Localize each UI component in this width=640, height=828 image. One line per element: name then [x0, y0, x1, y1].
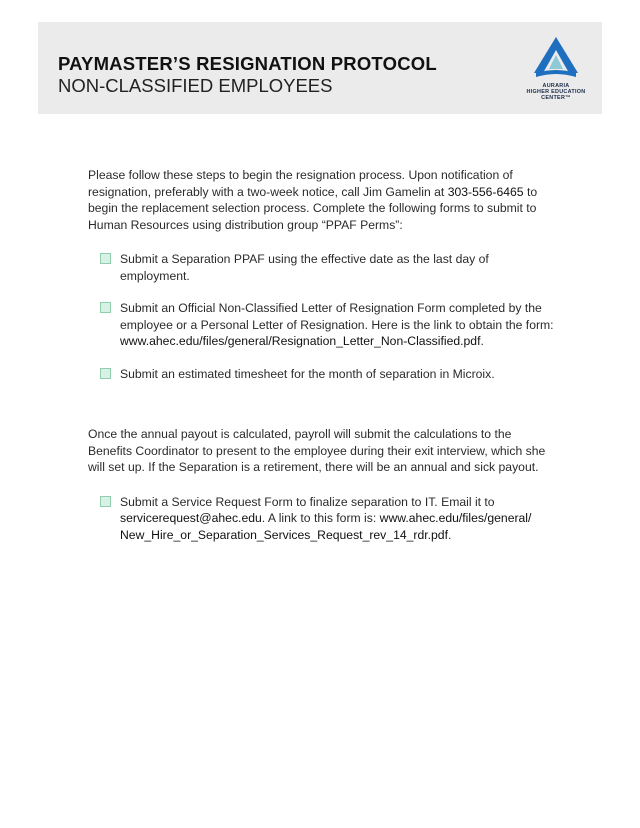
- list-item: [88, 251, 558, 284]
- document-body: [88, 167, 558, 559]
- intro-paragraph: [88, 167, 558, 233]
- payout-paragraph: Once the annual payout is calculated, payroll will submit the calculations to the Benefits Coordinator to present to the employee during their exit interview, which she will set up. If the Separation is a retirement, there will be an annual and sick payout.: [88, 427, 546, 474]
- step-suffix: .: [480, 334, 484, 348]
- list-item: [88, 494, 558, 544]
- checkbox-icon[interactable]: [100, 368, 111, 379]
- service-request-form-link[interactable]: www.ahec.edu/files/general/New_Hire_or_Separation_Services_Request_rev_14_rdr.pdf: [120, 511, 532, 542]
- intro-text-1: Please follow these steps to begin the resignation process. Upon notification of resignation, preferably with a two-week notice, call Jim Gamelin at: [88, 168, 513, 199]
- page-subtitle: NON-CLASSIFIED EMPLOYEES: [58, 75, 333, 96]
- service-request-email-link[interactable]: servicerequest@ahec.edu: [120, 511, 262, 525]
- logo-text-line3: CENTER™: [541, 95, 571, 101]
- auraria-logo-icon: [530, 35, 582, 81]
- resignation-form-link[interactable]: www.ahec.edu/files/general/Resignation_Letter_Non-Classified.pdf: [120, 334, 481, 348]
- resignation-steps-list: [88, 251, 558, 382]
- step-text: Submit an estimated timesheet for the month of separation in Microix.: [120, 366, 495, 381]
- logo-text-line2: HIGHER EDUCATION: [526, 89, 586, 95]
- final-step-text-1: Submit a Service Request Form to finalize separation to IT. Email it to: [120, 494, 495, 509]
- checkbox-icon[interactable]: [100, 302, 111, 313]
- final-step-text-2: . A link to this form is:: [261, 511, 380, 525]
- checkbox-icon[interactable]: [100, 496, 111, 507]
- final-step-suffix: .: [447, 527, 452, 542]
- step-text: Submit a Separation PPAF using the effective date as the last day of employment.: [120, 252, 489, 283]
- page-title: PAYMASTER’S RESIGNATION PROTOCOL: [58, 53, 437, 74]
- list-item: [88, 300, 558, 350]
- step-text: Submit an Official Non-Classified Letter of Resignation Form completed by the employee or a Personal Letter of Resignation. Here is the link to obtain the form:: [120, 301, 554, 332]
- auraria-logo: [516, 35, 596, 113]
- header-banner: [38, 22, 602, 114]
- list-item: [88, 366, 558, 383]
- intro-text-2: to begin the replacement selection process. Complete the following forms to submit to Human Resources using distribution group “PPAF Perms”:: [88, 184, 538, 232]
- checkbox-icon[interactable]: [100, 253, 111, 264]
- it-steps-list: [88, 494, 558, 544]
- phone-number: 303-556-6465: [447, 184, 524, 199]
- logo-text-line1: AURARIA: [542, 83, 570, 89]
